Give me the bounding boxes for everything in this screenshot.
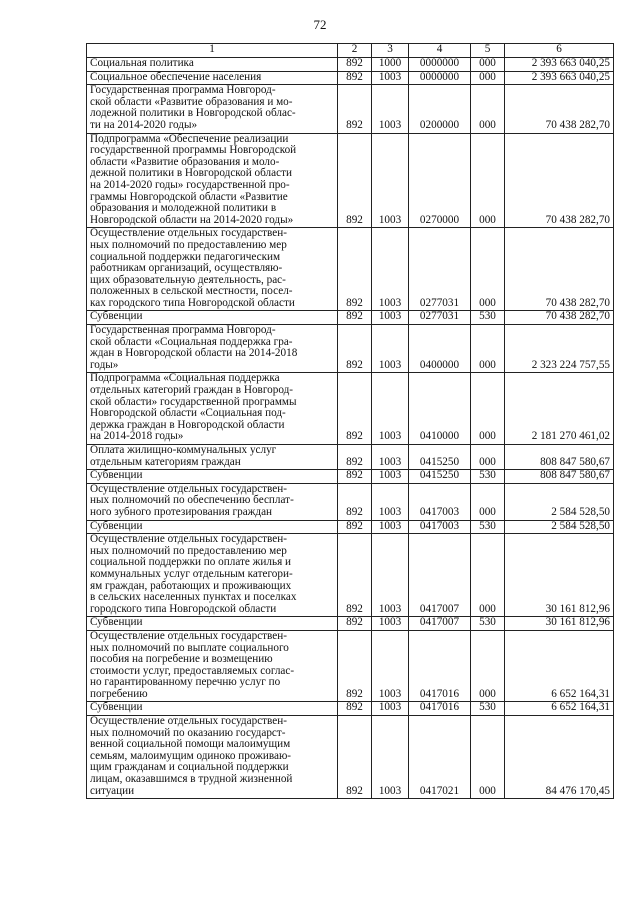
table-row: [87, 311, 614, 325]
code-cell-2: 892: [338, 71, 372, 85]
row-name-line: ных полномочий по предоставлению мер: [90, 544, 287, 557]
code-cell-5: 530: [471, 617, 505, 631]
code-cell-2: 892: [338, 85, 372, 133]
row-name-line: Осуществление отдельных государствен-: [90, 227, 287, 240]
header-cell-2: 2: [338, 44, 372, 58]
amount-cell: 808 847 580,67: [505, 445, 614, 470]
table-row: [87, 534, 614, 617]
code-cell-5: 530: [471, 520, 505, 534]
row-name-line: в сельских населенных пунктах и поселках: [90, 591, 297, 604]
amount-cell: 2 393 663 040,25: [505, 58, 614, 72]
code-cell-3: 1003: [372, 373, 409, 445]
code-cell-5: 000: [471, 716, 505, 799]
row-name-cell: [87, 325, 338, 373]
row-name-line: Осуществление отдельных государствен-: [90, 482, 287, 495]
code-cell-2: 892: [338, 373, 372, 445]
row-name-cell: [87, 470, 338, 484]
code-cell-3: 1003: [372, 702, 409, 716]
code-cell-4: 0277031: [409, 228, 471, 311]
code-cell-2: 892: [338, 716, 372, 799]
row-name-line: Подпрограмма «Обеспечение реализации: [90, 132, 289, 145]
row-name-line: Субвенции: [90, 701, 143, 714]
amount-cell: 70 438 282,70: [505, 85, 614, 133]
table-row: [87, 716, 614, 799]
row-name-line: Социальное обеспечение населения: [90, 70, 262, 83]
row-name-line: ждан в Новгородской области на 2014-2018: [90, 347, 298, 360]
code-cell-4: 0417003: [409, 520, 471, 534]
code-cell-3: 1003: [372, 520, 409, 534]
code-cell-4: 0415250: [409, 470, 471, 484]
code-cell-2: 892: [338, 470, 372, 484]
row-name-line: социальной поддержки по оплате жилья и: [90, 556, 291, 569]
row-name-line: городского типа Новгородской области: [90, 602, 277, 615]
row-name-line: Осуществление отдельных государствен-: [90, 629, 287, 642]
row-name-cell: [87, 630, 338, 702]
table-row: [87, 630, 614, 702]
code-cell-3: 1003: [372, 630, 409, 702]
code-cell-2: 892: [338, 483, 372, 520]
row-name-line: ного зубного протезирования граждан: [90, 505, 273, 518]
table-row: [87, 483, 614, 520]
code-cell-3: 1003: [372, 445, 409, 470]
row-name-cell: [87, 534, 338, 617]
row-name-line: пособия на погребение и возмещению: [90, 653, 273, 666]
row-name-cell: [87, 716, 338, 799]
table-row: [87, 617, 614, 631]
row-name-cell: [87, 133, 338, 228]
code-cell-3: 1003: [372, 617, 409, 631]
table-header-row: [87, 44, 614, 58]
row-name-line: Новгородской области на 2014-2020 годы»: [90, 213, 294, 226]
code-cell-3: 1003: [372, 311, 409, 325]
table-row: [87, 133, 614, 228]
row-name-line: стоимости услуг, предоставляемых соглас-: [90, 664, 295, 677]
header-cell-6: 6: [505, 44, 614, 58]
code-cell-2: 892: [338, 445, 372, 470]
table-row: [87, 58, 614, 72]
code-cell-5: 000: [471, 630, 505, 702]
row-name-line: Субвенции: [90, 616, 143, 629]
code-cell-3: 1003: [372, 228, 409, 311]
code-cell-2: 892: [338, 520, 372, 534]
code-cell-4: 0400000: [409, 325, 471, 373]
code-cell-2: 892: [338, 133, 372, 228]
code-cell-4: 0417007: [409, 617, 471, 631]
code-cell-5: 000: [471, 325, 505, 373]
code-cell-2: 892: [338, 630, 372, 702]
row-name-line: ской области «Социальная поддержка гра-: [90, 335, 293, 348]
row-name-line: граммы Новгородской области «Развитие: [90, 190, 288, 203]
row-name-line: ям граждан, работающих и проживающих: [90, 579, 292, 592]
code-cell-5: 000: [471, 228, 505, 311]
row-name-line: ных полномочий по обеспечению бесплат-: [90, 494, 294, 507]
row-name-cell: [87, 373, 338, 445]
row-name-cell: [87, 58, 338, 72]
table-row: [87, 702, 614, 716]
code-cell-4: 0200000: [409, 85, 471, 133]
row-name-line: ных полномочий по оказанию государст-: [90, 726, 286, 739]
row-name-line: отдельных категорий граждан в Новгород-: [90, 384, 294, 397]
code-cell-4: 0417016: [409, 702, 471, 716]
budget-table: [86, 43, 614, 799]
code-cell-4: 0277031: [409, 311, 471, 325]
code-cell-3: 1003: [372, 133, 409, 228]
row-name-line: работникам организаций, осуществляю-: [90, 262, 283, 275]
code-cell-5: 000: [471, 58, 505, 72]
code-cell-4: 0417007: [409, 534, 471, 617]
row-name-line: положенных в сельской местности, посел-: [90, 285, 293, 298]
row-name-line: ской области» государственной программы: [90, 395, 297, 408]
amount-cell: 808 847 580,67: [505, 470, 614, 484]
code-cell-4: 0417016: [409, 630, 471, 702]
header-cell-5: 5: [471, 44, 505, 58]
table-row: [87, 85, 614, 133]
code-cell-4: 0000000: [409, 58, 471, 72]
code-cell-2: 892: [338, 534, 372, 617]
code-cell-3: 1003: [372, 470, 409, 484]
amount-cell: 2 584 528,50: [505, 520, 614, 534]
row-name-line: Осуществление отдельных государствен-: [90, 533, 287, 546]
row-name-cell: [87, 520, 338, 534]
row-name-cell: [87, 617, 338, 631]
code-cell-4: 0415250: [409, 445, 471, 470]
code-cell-2: 892: [338, 311, 372, 325]
code-cell-3: 1003: [372, 483, 409, 520]
row-name-cell: [87, 85, 338, 133]
code-cell-2: 892: [338, 702, 372, 716]
code-cell-5: 000: [471, 71, 505, 85]
row-name-line: Подпрограмма «Социальная поддержка: [90, 372, 280, 385]
header-cell-4: 4: [409, 44, 471, 58]
row-name-cell: [87, 702, 338, 716]
row-name-line: дежной политики в Новгородской области: [90, 167, 292, 180]
amount-cell: 84 476 170,45: [505, 716, 614, 799]
row-name-line: Субвенции: [90, 519, 143, 532]
code-cell-4: 0417003: [409, 483, 471, 520]
header-cell-3: 3: [372, 44, 409, 58]
amount-cell: 2 181 270 461,02: [505, 373, 614, 445]
code-cell-5: 000: [471, 483, 505, 520]
row-name-line: на 2014-2020 годы» государственной про-: [90, 178, 290, 191]
row-name-line: Государственная программа Новгород-: [90, 84, 276, 97]
code-cell-4: 0410000: [409, 373, 471, 445]
row-name-line: щих образовательную деятельность, рас-: [90, 273, 286, 286]
row-name-line: годы»: [90, 358, 119, 371]
row-name-line: ных полномочий по выплате социального: [90, 641, 289, 654]
row-name-line: Оплата жилищно-коммунальных услуг: [90, 444, 277, 456]
row-name-line: социальной поддержки педагогическим: [90, 250, 281, 263]
row-name-cell: [87, 311, 338, 325]
code-cell-3: 1003: [372, 85, 409, 133]
amount-cell: 70 438 282,70: [505, 228, 614, 311]
row-name-line: Субвенции: [90, 469, 143, 482]
row-name-cell: [87, 445, 338, 470]
row-name-cell: [87, 71, 338, 85]
row-name-line: погребению: [90, 687, 148, 700]
table-row: [87, 445, 614, 470]
code-cell-3: 1003: [372, 71, 409, 85]
table-row: [87, 71, 614, 85]
code-cell-2: 892: [338, 228, 372, 311]
table-row: [87, 470, 614, 484]
amount-cell: 2 323 224 757,55: [505, 325, 614, 373]
code-cell-5: 530: [471, 311, 505, 325]
row-name-line: ках городского типа Новгородской области: [90, 296, 295, 309]
row-name-line: ситуации: [90, 784, 135, 797]
code-cell-4: 0000000: [409, 71, 471, 85]
code-cell-3: 1003: [372, 534, 409, 617]
row-name-line: Субвенции: [90, 310, 143, 323]
row-name-line: Государственная программа Новгород-: [90, 324, 276, 337]
row-name-line: на 2014-2018 годы»: [90, 430, 184, 443]
table-body: [87, 44, 614, 799]
row-name-line: ных полномочий по предоставлению мер: [90, 238, 287, 251]
code-cell-2: 892: [338, 617, 372, 631]
row-name-line: образования и молодежной политики в: [90, 202, 277, 215]
code-cell-2: 892: [338, 325, 372, 373]
code-cell-5: 000: [471, 85, 505, 133]
code-cell-5: 000: [471, 373, 505, 445]
row-name-line: семьям, малоимущим одиноко проживаю-: [90, 749, 292, 762]
row-name-line: коммунальных услуг отдельным категори-: [90, 567, 293, 580]
table-row: [87, 228, 614, 311]
code-cell-5: 530: [471, 702, 505, 716]
row-name-line: лицам, оказавшимся в трудной жизненной: [90, 773, 293, 786]
table-row: [87, 520, 614, 534]
row-name-line: Новгородской области «Социальная под-: [90, 407, 286, 420]
code-cell-3: 1003: [372, 325, 409, 373]
header-cell-1: 1: [87, 44, 338, 58]
table-row: [87, 325, 614, 373]
code-cell-5: 000: [471, 445, 505, 470]
code-cell-2: 892: [338, 58, 372, 72]
row-name-cell: [87, 228, 338, 311]
page-number: 72: [313, 17, 327, 32]
code-cell-5: 000: [471, 133, 505, 228]
amount-cell: 70 438 282,70: [505, 311, 614, 325]
amount-cell: 6 652 164,31: [505, 702, 614, 716]
row-name-line: венной социальной помощи малоимущим: [90, 738, 291, 751]
code-cell-3: 1000: [372, 58, 409, 72]
code-cell-3: 1003: [372, 716, 409, 799]
row-name-line: ской области «Развитие образования и мо-: [90, 95, 293, 108]
amount-cell: 70 438 282,70: [505, 133, 614, 228]
code-cell-5: 530: [471, 470, 505, 484]
row-name-line: Осуществление отдельных государствен-: [90, 715, 287, 728]
row-name-line: щим гражданам и социальной поддержки: [90, 761, 289, 774]
amount-cell: 6 652 164,31: [505, 630, 614, 702]
code-cell-5: 000: [471, 534, 505, 617]
amount-cell: 30 161 812,96: [505, 617, 614, 631]
amount-cell: 30 161 812,96: [505, 534, 614, 617]
row-name-line: государственной программы Новгородской: [90, 144, 297, 157]
row-name-cell: [87, 483, 338, 520]
amount-cell: 2 584 528,50: [505, 483, 614, 520]
row-name-line: ти на 2014-2020 годы»: [90, 118, 198, 131]
row-name-line: держка граждан в Новгородской области: [90, 418, 285, 431]
amount-cell: 2 393 663 040,25: [505, 71, 614, 85]
row-name-line: Социальная политика: [90, 57, 194, 69]
table-row: [87, 373, 614, 445]
row-name-line: отдельным категориям граждан: [90, 455, 241, 468]
row-name-line: лодежной политики в Новгородской облас-: [90, 107, 296, 120]
code-cell-4: 0417021: [409, 716, 471, 799]
code-cell-4: 0270000: [409, 133, 471, 228]
row-name-line: но гарантированному перечню услуг по: [90, 676, 281, 689]
row-name-line: области «Развитие образования и моло-: [90, 155, 280, 168]
